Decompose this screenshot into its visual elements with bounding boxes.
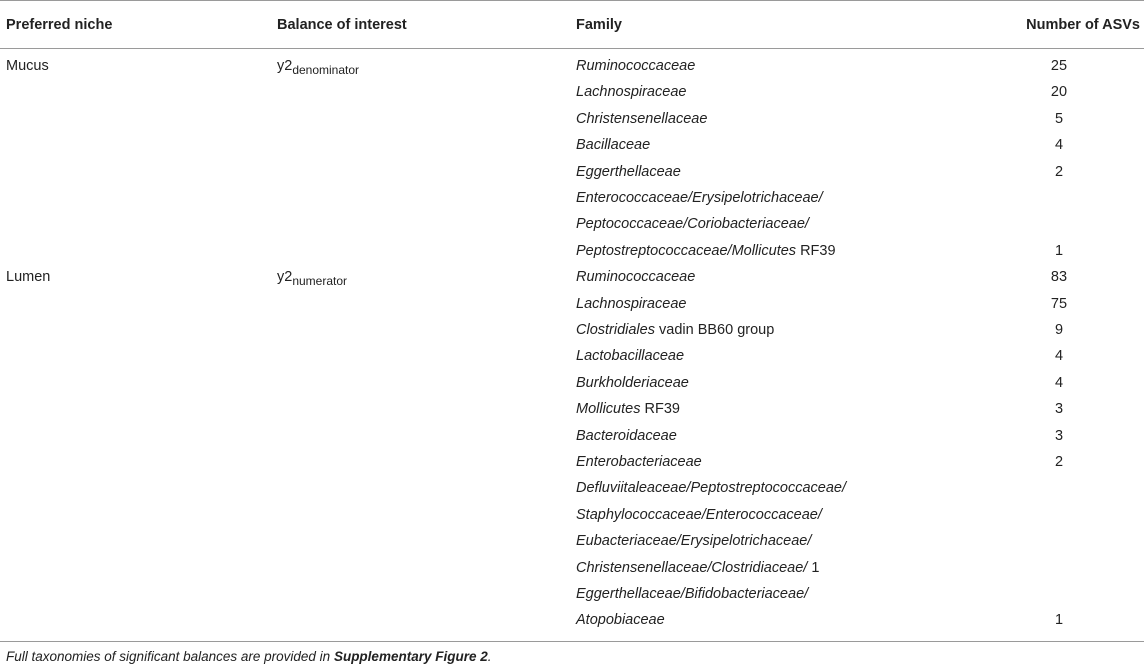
footnote-text: Full taxonomies of significant balances are provided in — [6, 649, 334, 664]
balance-base: y2 — [277, 269, 293, 286]
cell-family — [576, 215, 809, 233]
cell-balance-of-interest — [277, 57, 359, 75]
table-row — [0, 319, 1144, 345]
cell-number-of-asvs: 2 — [1054, 454, 1064, 470]
family-name-italic: Enterococcaceae/Erysipelotrichaceae/ — [576, 190, 823, 206]
table-row — [0, 161, 1144, 187]
table-row — [0, 398, 1144, 424]
balance-base: y2 — [277, 58, 293, 74]
cell-family — [576, 479, 846, 497]
family-name-italic: Defluviitaleaceae/Peptostreptococcaceae/ — [576, 480, 847, 497]
cell-family — [576, 242, 836, 260]
cell-family — [576, 136, 650, 154]
table-row — [0, 425, 1144, 451]
header-number-of-asvs: Number of ASVs — [1026, 17, 1140, 33]
family-name-italic: Lactobacillaceae — [576, 348, 685, 365]
family-name-plain: RF39 — [796, 242, 836, 259]
family-name-italic: Christensenellaceae — [576, 110, 708, 127]
cell-number-of-asvs: 4 — [1054, 374, 1064, 391]
balance-subscript: denominator — [292, 63, 360, 77]
family-name-italic: Bacillaceae — [576, 137, 651, 154]
family-name-italic: Eggerthellaceae/Bifidobacteriaceae/ — [576, 586, 809, 602]
table-row — [0, 504, 1144, 530]
table-row — [0, 266, 1144, 292]
family-name-italic: Staphylococcaceae/Enterococcaceae/ — [576, 506, 822, 523]
family-name-plain: RF39 — [640, 401, 680, 418]
table-row — [0, 477, 1144, 503]
table-row — [0, 530, 1144, 556]
table-row — [0, 81, 1144, 107]
family-name-italic: Clostridiales — [576, 322, 655, 338]
cell-family — [576, 295, 686, 313]
cell-family — [576, 453, 702, 471]
cell-family — [576, 268, 695, 286]
table-row — [0, 372, 1144, 398]
cell-family — [576, 163, 681, 181]
cell-number-of-asvs: 3 — [1054, 401, 1064, 418]
family-name-italic: Atopobiaceae — [576, 612, 665, 629]
cell-family — [576, 532, 811, 550]
cell-family — [576, 374, 689, 392]
header-balance-of-interest: Balance of interest — [277, 17, 407, 33]
family-name-italic: Lachnospiraceae — [576, 84, 687, 101]
table-row — [0, 345, 1144, 371]
cell-family — [576, 585, 808, 603]
family-name-italic: Bacteroidaceae — [576, 427, 677, 444]
cell-number-of-asvs: 2 — [1054, 163, 1064, 180]
family-name-italic: Peptostreptococcaceae/Mollicutes — [576, 242, 797, 259]
cell-number-of-asvs: 1 — [1054, 612, 1064, 629]
cell-number-of-asvs: 3 — [1054, 427, 1064, 444]
cell-family — [576, 321, 774, 339]
cell-preferred-niche: Lumen — [6, 269, 51, 286]
header-preferred-niche: Preferred niche — [6, 17, 113, 33]
table-row — [0, 583, 1144, 609]
family-name-italic: Ruminococcaceae — [576, 58, 696, 74]
cell-family — [576, 110, 707, 128]
family-name-italic: Eubacteriaceae/Erysipelotrichaceae/ — [576, 533, 812, 550]
family-name-italic: Christensenellaceae/Clostridiaceae/ — [576, 559, 808, 576]
table-row — [0, 213, 1144, 239]
table-row — [0, 240, 1144, 266]
cell-number-of-asvs: 4 — [1054, 137, 1064, 154]
cell-number-of-asvs: 5 — [1054, 110, 1064, 127]
family-name-italic: Eggerthellaceae — [576, 163, 681, 180]
cell-number-of-asvs: 83 — [1050, 269, 1068, 286]
cell-family — [576, 427, 677, 445]
table-header-row — [0, 0, 1144, 48]
family-name-plain: vadin BB60 group — [654, 322, 775, 338]
cell-number-of-asvs: 20 — [1050, 84, 1068, 101]
table-row — [0, 108, 1144, 134]
table-row — [0, 134, 1144, 160]
table-row — [0, 55, 1144, 81]
table-row — [0, 557, 1144, 583]
cell-number-of-asvs: 75 — [1050, 295, 1068, 312]
balance-subscript: numerator — [292, 274, 348, 289]
cell-family — [576, 189, 823, 207]
family-name-plain: 1 — [807, 559, 820, 576]
table-bottom-rule — [0, 641, 1144, 642]
family-name-italic: Ruminococcaceae — [576, 269, 696, 286]
table-row — [0, 609, 1144, 635]
cell-family — [576, 559, 819, 577]
family-name-italic: Enterobacteriaceae — [576, 454, 702, 470]
header-bottom-rule — [0, 48, 1144, 49]
cell-number-of-asvs: 4 — [1054, 348, 1064, 365]
table-footnote — [6, 649, 492, 664]
table-row — [0, 293, 1144, 319]
table-row — [0, 187, 1144, 213]
family-name-italic: Burkholderiaceae — [576, 374, 689, 391]
cell-number-of-asvs: 9 — [1054, 322, 1064, 338]
family-name-italic: Mollicutes — [576, 401, 641, 418]
header-family: Family — [576, 17, 622, 33]
cell-family — [576, 400, 680, 418]
table-row — [0, 451, 1144, 477]
family-name-italic: Lachnospiraceae — [576, 295, 687, 312]
cell-preferred-niche: Mucus — [6, 58, 49, 74]
cell-number-of-asvs: 1 — [1054, 242, 1064, 259]
cell-family — [576, 57, 695, 75]
cell-family — [576, 611, 665, 629]
family-name-italic: Peptococcaceae/Coriobacteriaceae/ — [576, 216, 809, 233]
cell-family — [576, 83, 686, 101]
cell-balance-of-interest — [277, 268, 348, 289]
cell-family — [576, 506, 822, 524]
footnote-end: . — [487, 649, 492, 664]
cell-number-of-asvs: 25 — [1050, 58, 1068, 74]
footnote-link[interactable]: Supplementary Figure 2 — [333, 649, 488, 664]
cell-family — [576, 347, 684, 365]
